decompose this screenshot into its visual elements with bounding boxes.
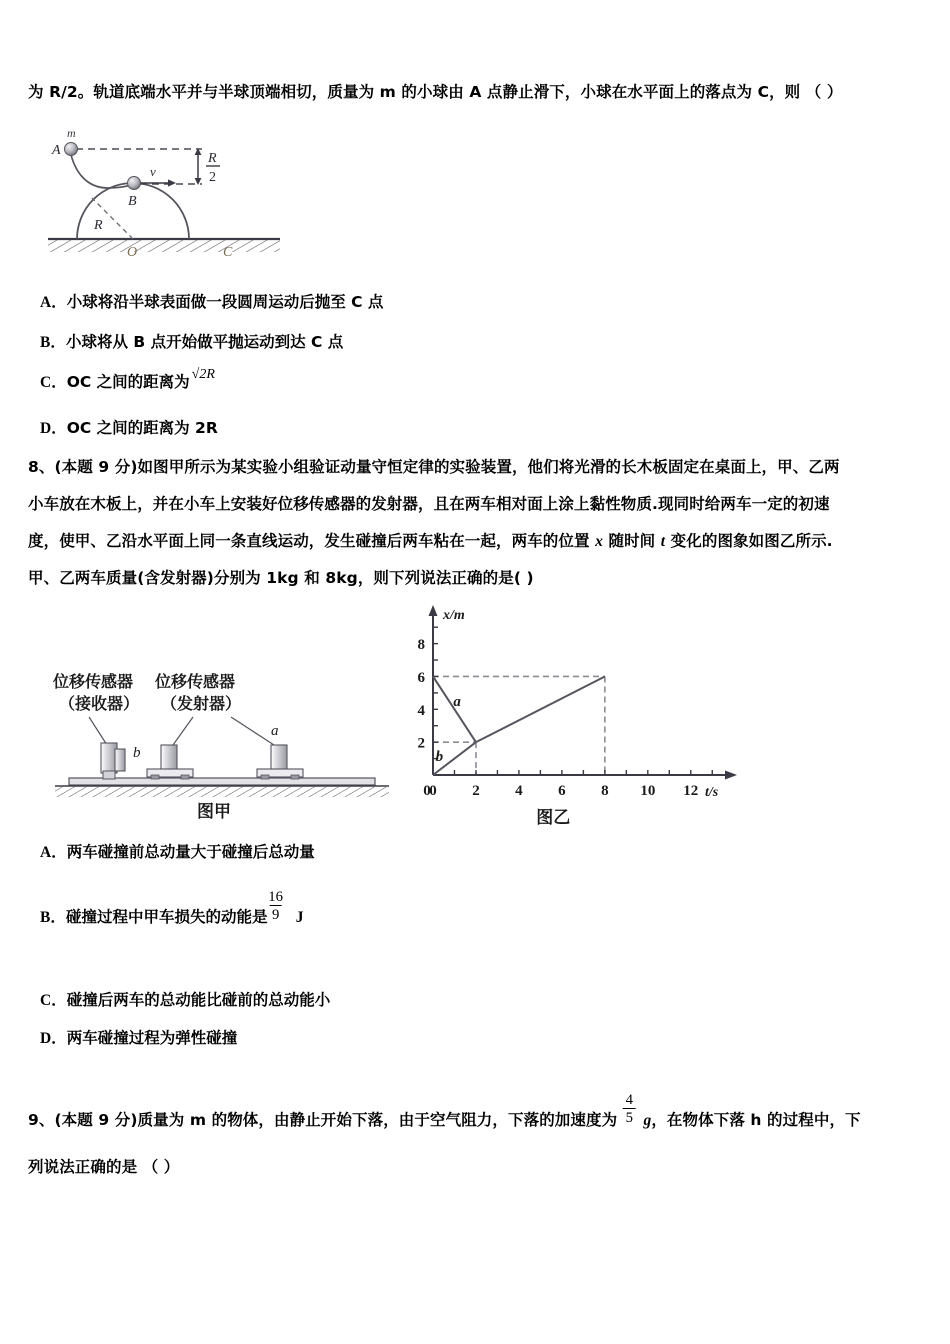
q9-denominator: 5	[625, 1109, 634, 1126]
q8-line3-part-b: 随时间	[602, 532, 661, 550]
y-axis-arrowhead	[429, 605, 438, 616]
label-emitter-line1: 位移传感器	[155, 672, 236, 691]
ball-at-a	[65, 143, 78, 156]
q7-option-b-label: B．	[40, 334, 66, 351]
x-tick-label-10: 10	[640, 783, 656, 799]
q8-number: 8、	[28, 458, 55, 476]
x-tick-label-0: 0	[429, 783, 437, 799]
table-hatching	[55, 787, 389, 797]
label-mass-m: m	[67, 126, 76, 140]
figure-position-time-graph	[405, 605, 755, 828]
q8-option-c[interactable]	[40, 988, 330, 1010]
q8-option-c-label: C．	[40, 992, 67, 1009]
q8-option-b-denominator: 9	[271, 906, 280, 923]
q8-option-b-numerator: 16	[268, 889, 283, 906]
ball-at-b	[128, 177, 141, 190]
y-tick-label-8: 8	[417, 637, 425, 654]
q9-text-after: ，在物体下落 h 的过程中，下	[651, 1111, 861, 1129]
q7-option-c[interactable]	[40, 367, 215, 392]
q8-option-b-unit: J	[295, 909, 304, 926]
q8-option-b-fraction	[268, 889, 284, 925]
receiver-base	[103, 771, 115, 779]
q8-line-1	[28, 455, 840, 479]
q8-line3-part-a: 度，使甲、乙沿水平面上同一条直线运动，发生碰撞后两车粘在一起，两车的位置	[28, 532, 596, 550]
label-cart-a: a	[271, 723, 279, 739]
q7-option-d-label: D．	[40, 420, 67, 437]
ground-hatching	[48, 240, 280, 252]
label-receiver-line2: （接收器）	[59, 694, 140, 713]
series-annotation-b: b	[435, 749, 444, 766]
leader-line-emitter-b	[173, 717, 193, 745]
cart-a-wheel-right	[291, 775, 299, 779]
y-tick-label-4: 4	[417, 702, 425, 719]
label-point-c: C	[223, 245, 233, 260]
x-axis-label: t/s	[705, 785, 719, 800]
x-axis-arrowhead	[725, 771, 737, 780]
label-height-denominator: 2	[209, 170, 216, 185]
leader-line-emitter-a	[231, 717, 274, 745]
label-cart-b: b	[133, 745, 141, 761]
label-receiver-line1: 位移传感器	[53, 672, 134, 691]
q8-option-b-label: B．	[40, 909, 66, 926]
label-point-a: A	[52, 143, 61, 158]
q8-line3-part-c: 变化的图象如图乙所示.	[665, 532, 833, 550]
q7-option-d[interactable]	[40, 416, 218, 438]
q8-option-d[interactable]	[40, 1026, 237, 1048]
q8-option-b-text-before: 碰撞过程中甲车损失的动能是	[66, 908, 268, 926]
q8-line-3	[28, 529, 833, 554]
leader-line-receiver	[89, 717, 107, 745]
q8-option-c-text: 碰撞后两车的总动能比碰前的总动能小	[66, 991, 331, 1009]
q7-option-a-text: 小球将沿半球表面做一段圆周运动后抛至 C 点	[66, 293, 384, 311]
cart-b-emitter	[161, 745, 177, 771]
velocity-arrowhead	[168, 179, 176, 186]
figure-jia-caption: 图甲	[197, 802, 231, 822]
label-emitter-line2: （发射器）	[161, 694, 242, 713]
series-combined	[476, 676, 605, 742]
x-tick-label-4: 4	[515, 783, 523, 799]
cart-a-wheel-left	[261, 775, 269, 779]
y-tick-label-2: 2	[417, 735, 425, 752]
label-velocity: v	[150, 164, 156, 179]
q8-option-d-label: D．	[40, 1030, 67, 1047]
x-tick-label-12: 12	[683, 783, 699, 799]
q7-option-b[interactable]	[40, 330, 343, 352]
y-tick-label-6: 6	[417, 669, 425, 686]
q7-option-b-text: 小球将从 B 点开始做平抛运动到达 C 点	[66, 333, 344, 351]
q9-number: 9、	[28, 1111, 55, 1129]
label-point-o: O	[127, 245, 138, 260]
q8-option-a-text: 两车碰撞前总动量大于碰撞后总动量	[66, 843, 315, 861]
q8-symbol-t: t	[660, 533, 666, 550]
label-height-numerator: R	[208, 151, 217, 166]
q8-line-4: 甲、乙两车质量(含发射器)分别为 1kg 和 8kg，则下列说法正确的是( )	[28, 569, 534, 587]
q7-option-a-label: A．	[40, 294, 67, 311]
cart-b-wheel-right	[181, 775, 189, 779]
figure-apparatus-setup	[45, 665, 395, 820]
q7-option-c-math: √2R	[191, 367, 215, 382]
q9-text-before: 质量为 m 的物体，由静止开始下落，由于空气阻力，下落的加速度为	[137, 1111, 618, 1129]
q7-option-c-text: OC 之间的距离为	[66, 373, 190, 391]
y-axis-label: x/m	[443, 608, 465, 623]
q9-symbol-g: g	[643, 1112, 652, 1129]
q8-score: (本题 9 分)	[54, 458, 138, 476]
q8-line1-text: 如图甲所示为某实验小组验证动量守恒定律的实验装置，他们将光滑的长木板固定在桌面上，甲、乙两	[137, 458, 840, 476]
receiver-head	[115, 749, 125, 771]
figure-yi-caption: 图乙	[536, 808, 571, 828]
x-tick-label-6: 6	[558, 783, 566, 799]
q8-option-a[interactable]	[40, 840, 315, 862]
q7-option-d-text: OC 之间的距离为 2R	[66, 419, 218, 437]
label-radius-r: R	[94, 218, 103, 233]
q9-line-2: 列说法正确的是 （ ）	[28, 1158, 180, 1176]
q8-option-a-label: A．	[40, 844, 67, 861]
x-tick-label-2: 2	[472, 783, 480, 799]
q8-line-2: 小车放在木板上，并在小车上安装好位移传感器的发射器，且在两车相对面上涂上黏性物质.现同时给两车一定的初速	[28, 495, 830, 513]
label-point-b: B	[128, 194, 137, 209]
q8-option-b[interactable]	[40, 889, 304, 927]
q9-fraction	[621, 1092, 637, 1128]
q9-line-1	[28, 1092, 861, 1133]
series-annotation-a: a	[453, 694, 461, 711]
q9-numerator: 4	[625, 1092, 634, 1109]
curved-track	[70, 150, 137, 188]
q7-option-a[interactable]	[40, 290, 383, 312]
cart-a-emitter	[271, 745, 287, 771]
figure-hemisphere-track	[30, 126, 295, 271]
cart-b-wheel-left	[151, 775, 159, 779]
question-7-stem: 为 R/2。轨道底端水平并与半球顶端相切，质量为 m 的小球由 A 点静止滑下，小球在水平面上的落点为 C，则 （ ）	[28, 83, 843, 101]
origin-label: 0	[423, 783, 431, 799]
x-tick-label-8: 8	[601, 783, 609, 799]
q9-score: (本题 9 分)	[54, 1111, 138, 1129]
q7-option-c-label: C．	[40, 374, 67, 391]
q8-option-d-text: 两车碰撞过程为弹性碰撞	[66, 1029, 238, 1047]
q8-symbol-x: x	[595, 533, 603, 550]
